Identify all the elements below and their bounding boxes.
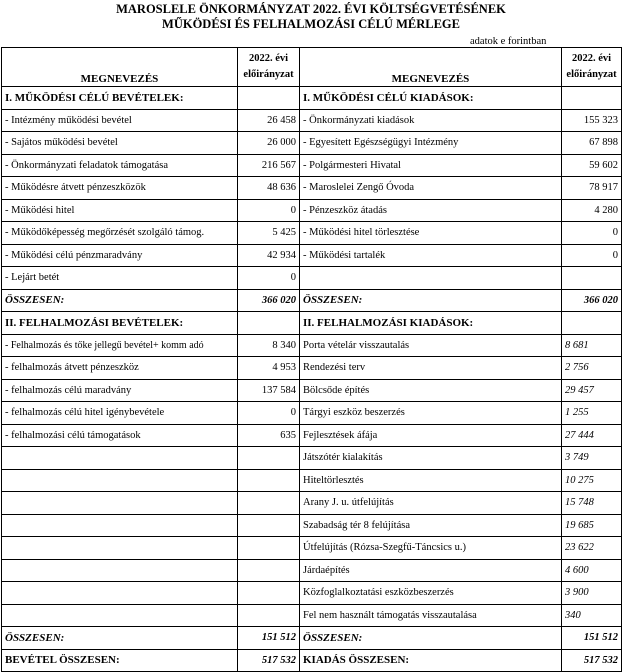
capital-total-row (2, 627, 622, 650)
operating-row (2, 177, 622, 200)
total-label-right: ÖSSZESEN: (300, 289, 562, 312)
income-label: - Működésre átvett pénzeszközök (2, 177, 238, 200)
capital-row (2, 424, 622, 447)
income-value (238, 447, 300, 470)
expense-label: Rendezési terv (300, 357, 562, 380)
expense-value: 67 898 (562, 132, 622, 155)
expense-value: 27 444 (562, 424, 622, 447)
capital-row (2, 357, 622, 380)
expense-value: 29 457 (562, 379, 622, 402)
income-value: 0 (238, 402, 300, 425)
expense-label: - Maroslelei Zengő Óvoda (300, 177, 562, 200)
capital-row (2, 559, 622, 582)
operating-row (2, 199, 622, 222)
total-label-left: ÖSSZESEN: (2, 289, 238, 312)
income-label (2, 537, 238, 560)
capital-row (2, 447, 622, 470)
income-value: 26 458 (238, 109, 300, 132)
income-value: 4 953 (238, 357, 300, 380)
expense-label: Hiteltörlesztés (300, 469, 562, 492)
expense-value: 2 756 (562, 357, 622, 380)
expense-label: - Pénzeszköz átadás (300, 199, 562, 222)
income-label: - felhalmozás célú maradvány (2, 379, 238, 402)
income-value: 8 340 (238, 334, 300, 357)
expense-label: Fel nem használt támogatás visszautalása (300, 604, 562, 627)
expense-label: Járdaépítés (300, 559, 562, 582)
expense-label: - Működési hitel törlesztése (300, 222, 562, 245)
income-label (2, 492, 238, 515)
total-value-right: 517 532 (562, 649, 622, 672)
expense-label: Szabadság tér 8 felújítása (300, 514, 562, 537)
expense-value: 1 255 (562, 402, 622, 425)
operating-row (2, 154, 622, 177)
expense-value: 8 681 (562, 334, 622, 357)
income-value: 137 584 (238, 379, 300, 402)
operating-row (2, 132, 622, 155)
expense-label: - Egyesített Egészségügyi Intézmény (300, 132, 562, 155)
income-label: - Önkormányzati feladatok támogatása (2, 154, 238, 177)
income-value: 216 567 (238, 154, 300, 177)
income-value (238, 469, 300, 492)
income-label (2, 447, 238, 470)
operating-row (2, 109, 622, 132)
expense-value: 78 917 (562, 177, 622, 200)
income-label (2, 514, 238, 537)
income-label: - Működési hitel (2, 199, 238, 222)
income-label (2, 469, 238, 492)
title-line-2: MŰKÖDÉSI ÉS FELHALMOZÁSI CÉLÚ MÉRLEGE (162, 17, 460, 31)
right-year-header: 2022. évi előirányzat (562, 48, 622, 87)
expense-value: 0 (562, 244, 622, 267)
income-label: - Intézmény működési bevétel (2, 109, 238, 132)
expense-label: Fejlesztések áfája (300, 424, 562, 447)
operating-row (2, 222, 622, 245)
expense-value: 155 323 (562, 109, 622, 132)
expense-label: Porta vételár visszautalás (300, 334, 562, 357)
expense-value: 23 622 (562, 537, 622, 560)
section-label-left: I. MŰKÖDÉSI CÉLÚ BEVÉTELEK: (2, 87, 238, 110)
capital-row (2, 492, 622, 515)
grand-total-row (2, 649, 622, 672)
section-blank (562, 312, 622, 335)
section-label-left: II. FELHALMOZÁSI BEVÉTELEK: (2, 312, 238, 335)
expense-value: 10 275 (562, 469, 622, 492)
income-value: 0 (238, 199, 300, 222)
expense-value: 15 748 (562, 492, 622, 515)
expense-value: 59 602 (562, 154, 622, 177)
left-name-header: MEGNEVEZÉS (2, 48, 238, 87)
operating-section-row (2, 87, 622, 110)
expense-value: 340 (562, 604, 622, 627)
income-value: 635 (238, 424, 300, 447)
expense-value: 4 600 (562, 559, 622, 582)
expense-value: 0 (562, 222, 622, 245)
capital-row (2, 334, 622, 357)
expense-label: - Működési tartalék (300, 244, 562, 267)
income-value (238, 559, 300, 582)
income-label (2, 582, 238, 605)
capital-section-row (2, 312, 622, 335)
expense-label: Útfelújítás (Rózsa-Szegfű-Táncsics u.) (300, 537, 562, 560)
total-label-right: ÖSSZESEN: (300, 627, 562, 650)
capital-row (2, 537, 622, 560)
income-label: - felhalmozás célú hitel igénybevétele (2, 402, 238, 425)
income-label: - felhalmozás átvett pénzeszköz (2, 357, 238, 380)
expense-value (562, 267, 622, 290)
income-label: - Működőképesség megőrzését szolgáló támog. (2, 222, 238, 245)
section-blank (238, 312, 300, 335)
income-value: 26 000 (238, 132, 300, 155)
capital-row (2, 514, 622, 537)
income-value: 5 425 (238, 222, 300, 245)
income-label: - Működési célú pénzmaradvány (2, 244, 238, 267)
total-value-right: 151 512 (562, 627, 622, 650)
capital-row (2, 469, 622, 492)
total-label-right: KIADÁS ÖSSZESEN: (300, 649, 562, 672)
capital-row (2, 402, 622, 425)
operating-total-row (2, 289, 622, 312)
income-label: - Sajátos működési bevétel (2, 132, 238, 155)
income-label (2, 559, 238, 582)
total-value-right: 366 020 (562, 289, 622, 312)
unit-note: adatok e forintban (470, 36, 547, 47)
total-label-left: BEVÉTEL ÖSSZESEN: (2, 649, 238, 672)
income-value (238, 537, 300, 560)
income-value: 42 934 (238, 244, 300, 267)
budget-table-body (2, 48, 622, 672)
expense-value: 3 900 (562, 582, 622, 605)
expense-label: Bölcsőde építés (300, 379, 562, 402)
section-blank (562, 87, 622, 110)
income-label (2, 604, 238, 627)
operating-row (2, 267, 622, 290)
operating-row (2, 244, 622, 267)
expense-label: Közfoglalkoztatási eszközbeszerzés (300, 582, 562, 605)
income-value: 48 636 (238, 177, 300, 200)
expense-value: 19 685 (562, 514, 622, 537)
income-value (238, 582, 300, 605)
section-label-right: II. FELHALMOZÁSI KIADÁSOK: (300, 312, 562, 335)
income-value (238, 514, 300, 537)
income-label: - Lejárt betét (2, 267, 238, 290)
income-value (238, 604, 300, 627)
right-name-header: MEGNEVEZÉS (300, 48, 562, 87)
left-year-header: 2022. évi előirányzat (238, 48, 300, 87)
total-value-left: 366 020 (238, 289, 300, 312)
expense-value: 3 749 (562, 447, 622, 470)
header-row (2, 48, 622, 87)
capital-row (2, 379, 622, 402)
expense-value: 4 280 (562, 199, 622, 222)
section-blank (238, 87, 300, 110)
income-label: - felhalmozási célú támogatások (2, 424, 238, 447)
expense-label: Tárgyi eszköz beszerzés (300, 402, 562, 425)
income-value (238, 492, 300, 515)
income-value: 0 (238, 267, 300, 290)
expense-label: - Önkormányzati kiadások (300, 109, 562, 132)
title-line-1: MAROSLELE ÖNKORMÁNYZAT 2022. ÉVI KÖLTSÉGVETÉSÉNEK (116, 2, 506, 16)
budget-table (1, 47, 622, 672)
capital-row (2, 604, 622, 627)
expense-label: Arany J. u. útfelújítás (300, 492, 562, 515)
total-value-left: 151 512 (238, 627, 300, 650)
expense-label (300, 267, 562, 290)
expense-label: Játszótér kialakítás (300, 447, 562, 470)
total-value-left: 517 532 (238, 649, 300, 672)
total-label-left: ÖSSZESEN: (2, 627, 238, 650)
section-label-right: I. MŰKÖDÉSI CÉLÚ KIADÁSOK: (300, 87, 562, 110)
expense-label: - Polgármesteri Hivatal (300, 154, 562, 177)
capital-row (2, 582, 622, 605)
income-label: - Felhalmozás és tőke jellegű bevétel+ komm adó (2, 334, 238, 357)
